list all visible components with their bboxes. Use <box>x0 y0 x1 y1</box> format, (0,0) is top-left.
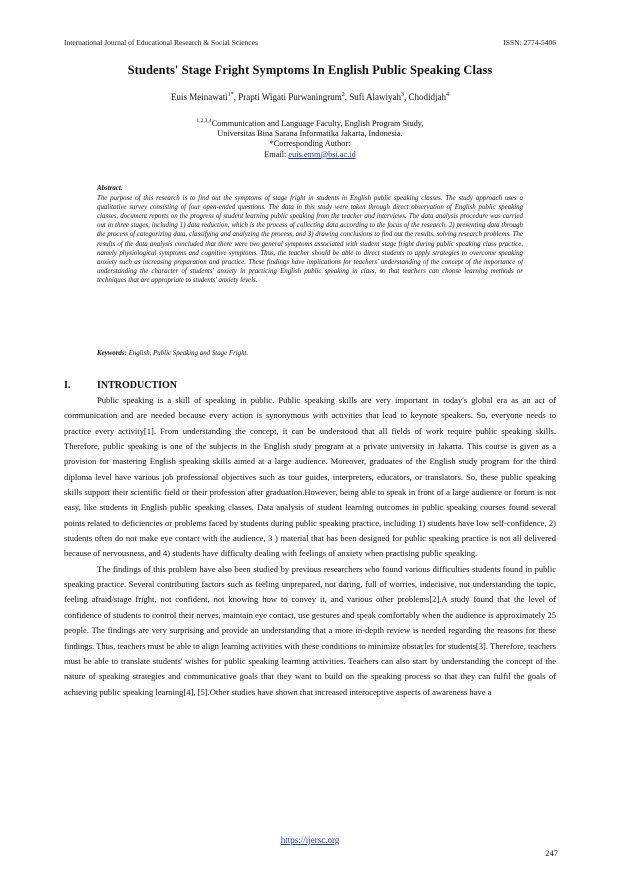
paragraph: The findings of this problem have also been studied by previous researchers who found various difficulties students found in public speaking practice. Several contributing factors such as feeling unprepared, not daring, full of worries, indecisive, not understanding the topic, feeling afraid/stage fright, not confident, not knowing how to convey it, and various other problems[2].A study found that the level of confidence of students to control their nerves, maintain eye contact, use gestures and speak comfortably when the audience is approximately 25 people. The findings are very surprising and provide an understanding that a more in-depth review is needed regarding the reasons for these findings. Thus, teachers must be able to align learning activities with these conditions to minimize obstacles for students[3]. Therefore, teachers must be able to translate students' wishes for public speaking learning activities. Teachers can also start by understanding the concept of the nature of speaking strategies and communicative goals that they want to build on the speaking process so that they can fulfil the goals of achieving public speaking learning[4], [5].Other studies have shown that increased interoceptive aspects of awareness have a <box>64 563 556 697</box>
running-header <box>64 38 556 47</box>
body-text <box>64 393 556 700</box>
author-marker: 4 <box>445 92 449 98</box>
affiliation-block <box>40 116 580 160</box>
author-name: Chodidjah <box>408 92 446 102</box>
author-marker: 2 <box>341 92 345 98</box>
abstract <box>97 184 523 285</box>
section-number: I. <box>64 380 71 391</box>
keywords <box>97 350 523 357</box>
footer <box>0 835 620 845</box>
author-marker: 3 <box>400 92 404 98</box>
abstract-text: The purpose of this research is to find out the symptoms of stage fright in students in English public speaking classes. The study approach uses a qualitative survey consisting of four open-ended questions. The data in this study were taken through direct observation of English public speaking classes, document reports on the progress of student learning public speaking from the teacher and interviews. The data analysis procedure was carried out in three stages, including 1) data reduction, which is the process of collecting data according to the focus of the research, 2) presenting data through the process of categorizing data, classifying and analyzing the process, and 3) drawing conclusions to find out the results. solving research problems. The results of the data analysis concluded that there were two general symptoms associated with student stage fright during public speaking class practice, namely physiological symptoms and cognitive symptoms. Thus, the teacher should be able to direct students to apply strategies to overcome speaking anxiety such as increasing preparation and practice. These findings have implications for teachers' understanding of the concept of the importance of understanding the character of students' anxiety in practicing English public speaking in class, so that teachers can choose learning methods or techniques that are appropriate to students' anxiety levels. <box>97 195 523 284</box>
section-heading <box>64 380 177 391</box>
journal-url-link[interactable]: https://ijersc.org <box>280 835 340 845</box>
author-list: Euis Meinawati$^{1*}$, Prapti Wigati Purwaningrum$^2$, Sufi Alawiyah$^3$, Chodidjah$^4$ <box>171 92 449 102</box>
page-number: 247 <box>545 848 558 858</box>
author-name: Sufi Alawiyah <box>349 92 401 102</box>
paper-title: Students' Stage Fright Symptoms In English Public Speaking Class <box>127 63 493 77</box>
affiliation-line: Communication and Language Faculty, English Program Study, <box>211 118 424 128</box>
email-label: Email: <box>264 149 289 159</box>
keywords-label: Keywords: <box>97 350 127 357</box>
author-name: Euis Meinawati <box>171 92 228 102</box>
author-name: Prapti Wigati Purwaningrum <box>238 92 342 102</box>
paragraph: Public speaking is a skill of speaking in public. Public speaking skills are very important in today's global era as an act of communication and are needed because every action is synonymous with activities that lead to keynote speakers. So, everyone needs to practice every activity[1]. From understanding the concept, it can be understood that all fields of work require public speaking skills. Therefore, public speaking is one of the subjects in the English study program at a private university in Jakarta. This course is given as a provision for mastering English speaking skills aimed at a large audience. Moreover, graduates of the English study program for the third diploma level have various job professional objectives such as tour guides, interpreters, educators, or translators. So, these public speaking skills support their scientific field or their profession after graduation.However, being able to speak in front of a large audience or forum is not easy, like students in English public speaking classes. Data analysis of student learning outcomes in public speaking courses found several points related to deficiencies or problems faced by students during public speaking practice, including 1) students have low self-confidence, 2) students often do not make eye contact with the audience, 3 ) material that has been designed for public speaking practice is not all delivered because of nervousness, and 4) students have difficulty dealing with feelings of anxiety when practising public speaking. <box>64 395 556 559</box>
affiliation-marker: 1,2,3,4 <box>196 118 212 124</box>
email-link[interactable]: euis.emm@bsi.ac.id <box>288 149 356 159</box>
keywords-text: English, Public Speaking and Stage Fright. <box>126 350 249 357</box>
affiliation-line: Universitas Bina Sarana Informatika Jakarta, Indonesia. <box>217 129 403 139</box>
journal-name: International Journal of Educational Research & Social Sciences <box>64 38 258 47</box>
abstract-heading: Abstract. <box>97 185 123 192</box>
issn: ISSN: 2774-5406 <box>503 38 556 47</box>
author-marker: 1* <box>227 92 234 98</box>
section-title: INTRODUCTION <box>97 380 178 391</box>
corresponding-author: *Corresponding Author: <box>269 139 351 149</box>
